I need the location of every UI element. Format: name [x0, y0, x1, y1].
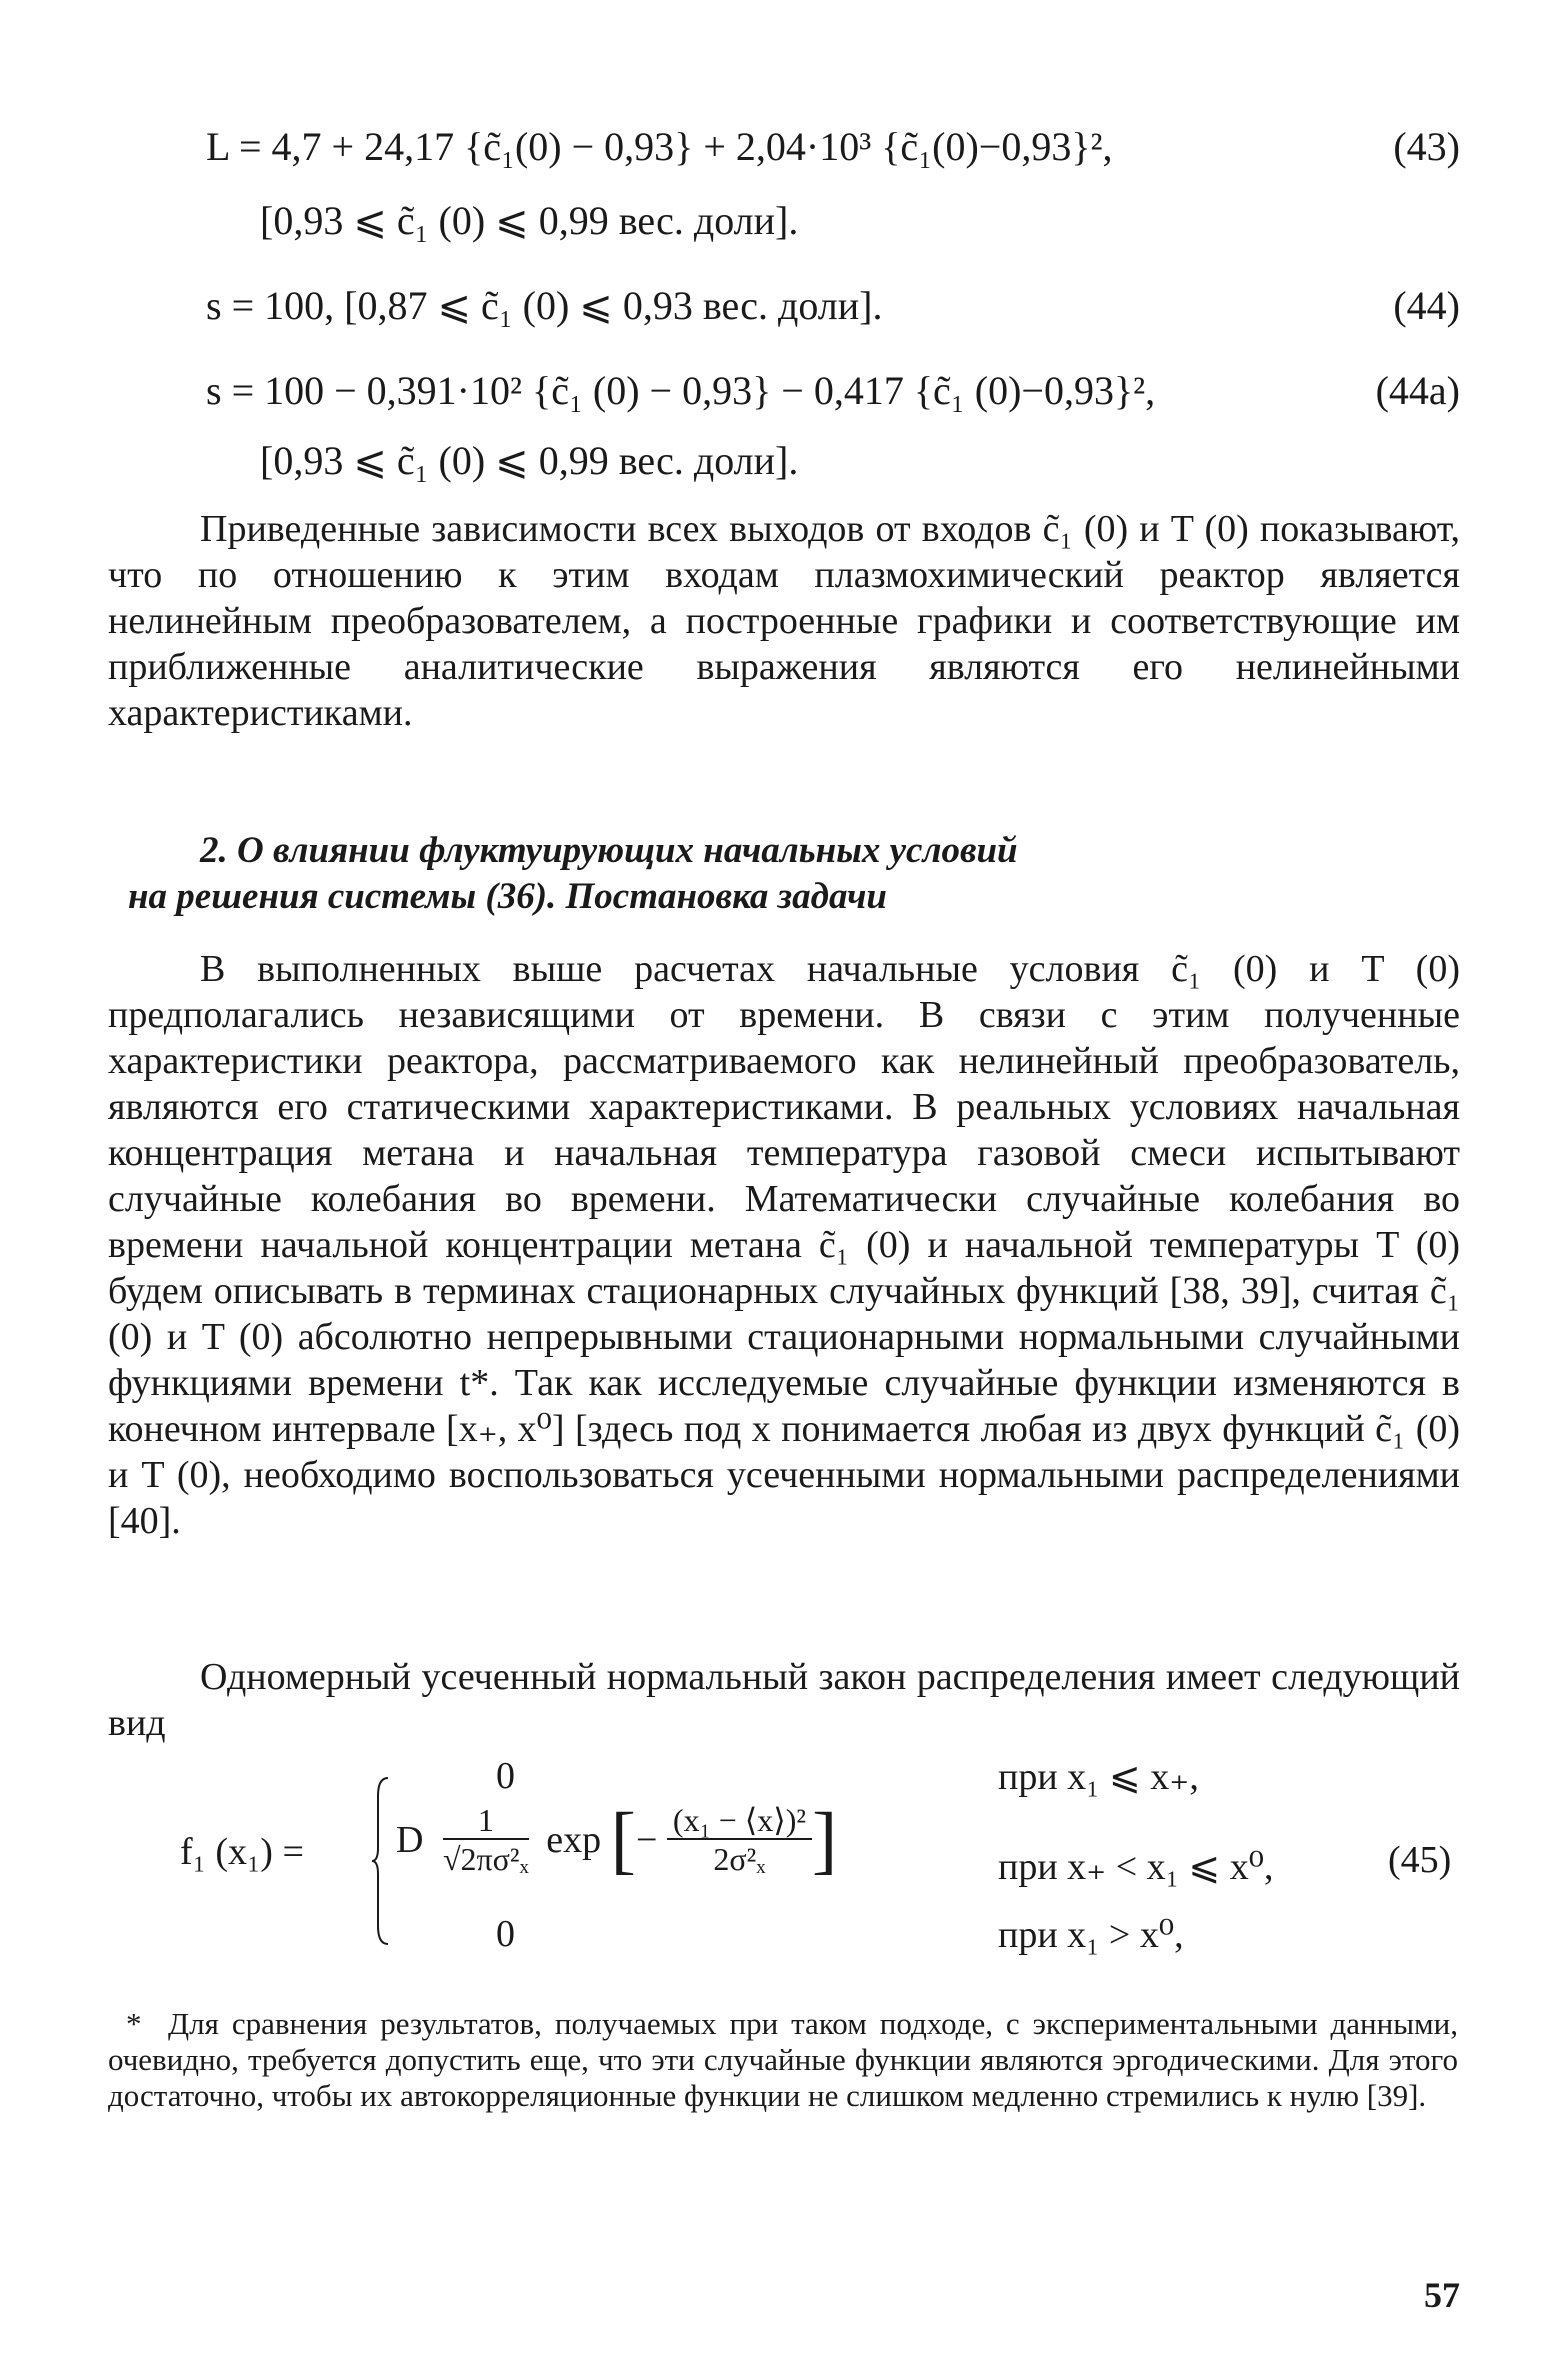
- paragraph-2: В выполненных выше расчетах начальные условия c̃₁ (0) и T (0) предполагались независящими от времени. В связи с этим полученные характеристики реактора, рассматриваемого как нелинейный преобразователь, являются его статическими характеристиками. В реальных условиях начальная концентрация метана и начальная температура газовой смеси испытывают случайные колебания во времени. Математически случайные колебания во времени начальной концентрации метана c̃₁ (0) и начальной температуры T (0) будем описывать в терминах стационарных случайных функций [38, 39], считая c̃₁ (0) и T (0) абсолютно непрерывными стационарными нормальными случайными функциями времени t*. Так как исследуемые случайные функции изменяются в конечном интервале [x₊, x⁰] [здесь под x понимается любая из двух функций c̃₁ (0) и T (0), необходимо воспользоваться усеченными нормальными распределениями [40].: [108, 948, 1460, 1542]
- equation-43-expr: L = 4,7 + 24,17 {c̃₁(0) − 0,93} + 2,04·10³ {c̃₁(0)−0,93}²,: [206, 124, 1113, 169]
- equation-44a: [0, 360, 1552, 422]
- minus-sign-icon: −: [635, 1819, 658, 1861]
- formula-45-normalizer: [443, 1802, 529, 1878]
- right-bracket-icon: ]: [812, 1798, 838, 1882]
- left-brace-icon: [370, 1776, 390, 1946]
- paragraph-3: Одномерный усеченный нормальный закон распределения имеет следующий вид: [108, 1656, 1460, 1744]
- formula-45-normalizer-denominator: √2πσ²ₓ: [442, 1841, 529, 1877]
- section-heading: [108, 828, 1408, 920]
- footnote-marker: *: [126, 2006, 142, 2041]
- footnote-text: Для сравнения результатов, получаемых при таком подходе, с экспериментальными данными, очевидно, требуется допустить еще, что эти случайные функции являются эргодическими. Для этого достаточно, чтобы их автокорреляционные функции не слишком медленно стремились к нулю [39].: [108, 2006, 1458, 2113]
- formula-45-exponent: [667, 1802, 812, 1878]
- section-heading-line-2: на решения системы (36). Постановка задачи: [128, 876, 887, 917]
- formula-45-normalizer-numerator: 1: [443, 1802, 529, 1840]
- equation-44a-cond: [0,93 ⩽ c̃₁ (0) ⩽ 0,99 вес. доли].: [260, 438, 799, 483]
- footnote: [108, 2006, 1458, 2114]
- formula-45-case-2-condition: при x₊ < x₁ ⩽ x⁰,: [998, 1846, 1274, 1888]
- formula-45-exponent-numerator: (x₁ − ⟨x⟩)²: [667, 1802, 812, 1840]
- equation-44-number: (44): [1393, 283, 1460, 328]
- equation-44-expr: s = 100, [0,87 ⩽ c̃₁ (0) ⩽ 0,93 вес. доли].: [206, 283, 883, 328]
- formula-45-case-2-value: [396, 1798, 838, 1882]
- equation-43: [0, 116, 1552, 178]
- formula-45-lhs: f₁ (x₁) =: [180, 1831, 304, 1873]
- left-bracket-icon: [: [610, 1798, 636, 1882]
- equation-44a-number: (44а): [1375, 368, 1460, 413]
- formula-45-case-1-condition: при x₁ ⩽ x₊,: [998, 1756, 1199, 1798]
- equation-44a-condition: [0, 430, 1552, 492]
- equation-44a-expr: s = 100 − 0,391·10² {c̃₁ (0) − 0,93} − 0,417 {c̃₁ (0)−0,93}²,: [206, 368, 1156, 413]
- formula-45-coefficient: D: [396, 1819, 424, 1861]
- formula-45-number: (45): [1388, 1839, 1452, 1881]
- equation-43-number: (43): [1393, 124, 1460, 169]
- formula-45: [160, 1752, 1460, 1956]
- equation-44: [0, 275, 1552, 337]
- formula-45-case-1-value: 0: [496, 1755, 515, 1797]
- formula-45-case-3-value: 0: [496, 1913, 515, 1955]
- formula-45-case-3-condition: при x₁ > x⁰,: [998, 1914, 1184, 1956]
- page-number: 57: [1424, 2275, 1460, 2315]
- equation-43-cond: [0,93 ⩽ c̃₁ (0) ⩽ 0,99 вес. доли].: [260, 198, 799, 243]
- formula-45-exp: exp: [546, 1819, 602, 1861]
- equation-43-condition: [0, 190, 1552, 252]
- section-heading-line-1: 2. О влиянии флуктуирующих начальных условий: [200, 830, 1018, 871]
- formula-45-exponent-denominator: 2σ²ₓ: [713, 1841, 766, 1877]
- paragraph-1: Приведенные зависимости всех выходов от входов c̃₁ (0) и T (0) показывают, что по отношению к этим входам плазмохимический реактор является нелинейным преобразователем, а построенные графики и соответствующие им приближенные аналитические выражения являются его нелинейными характеристиками.: [108, 508, 1460, 734]
